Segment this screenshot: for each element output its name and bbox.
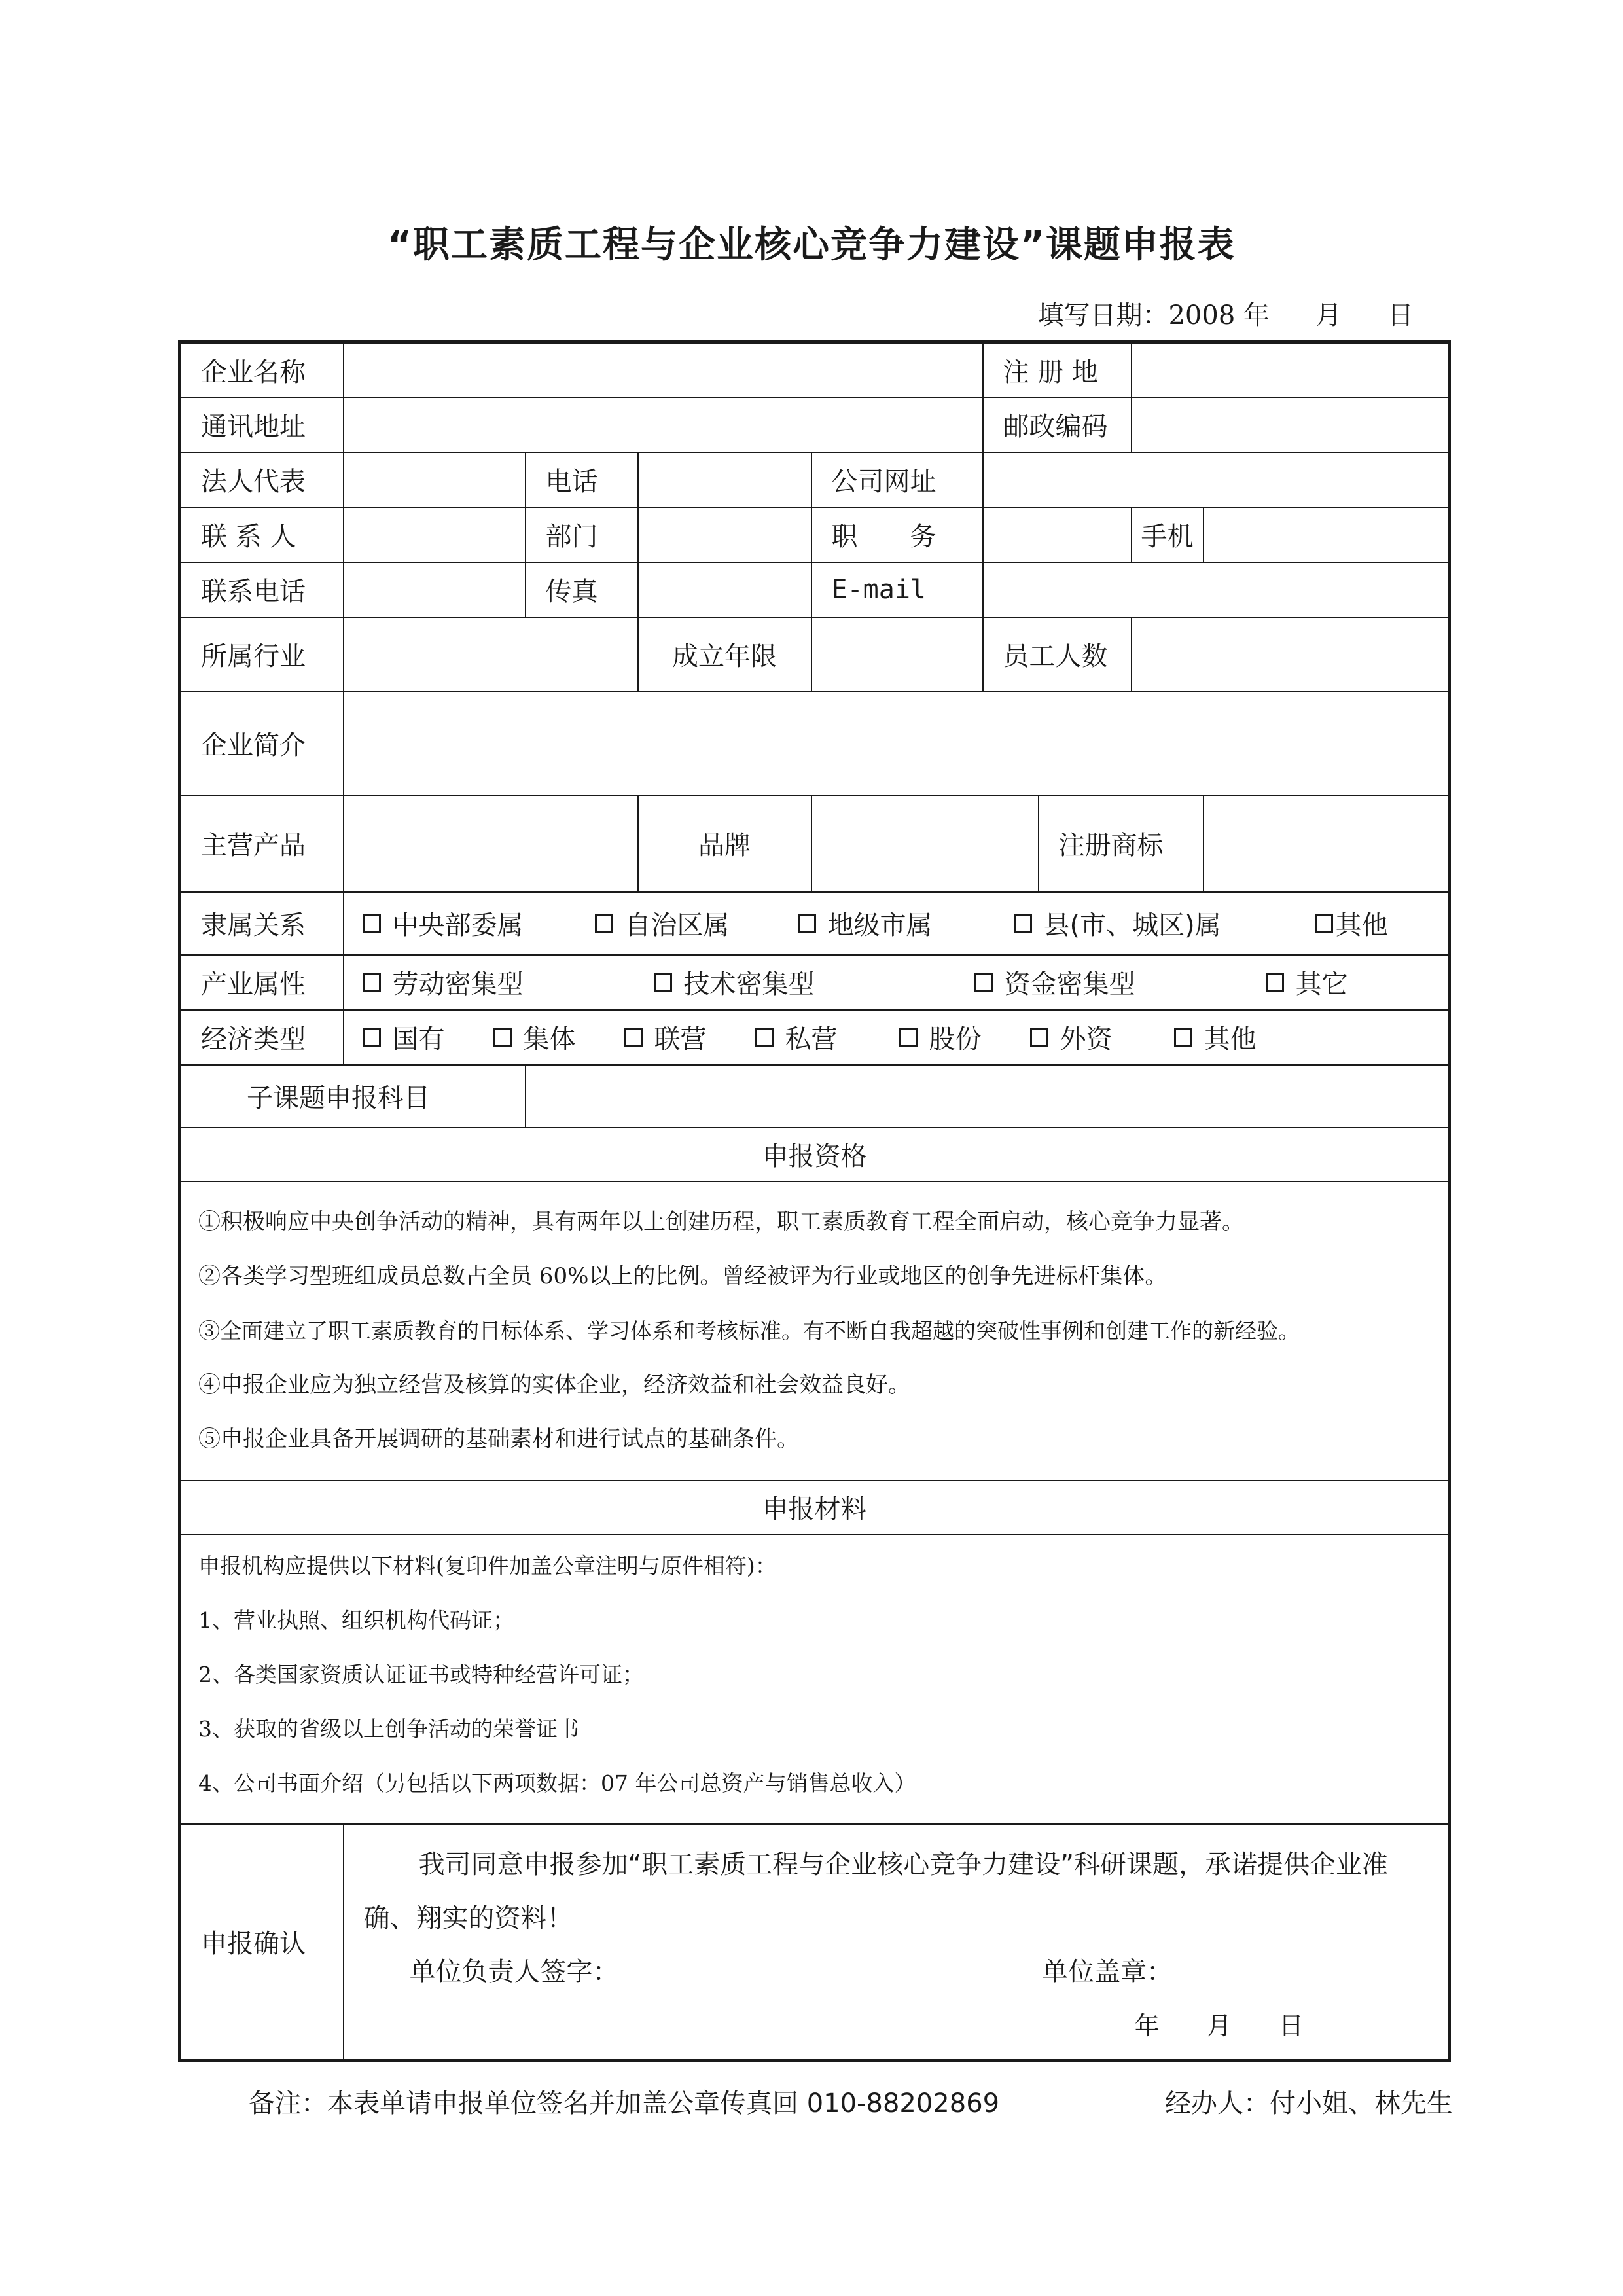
checkbox-icon[interactable] <box>798 914 816 933</box>
affiliation-options <box>344 892 1450 955</box>
department-field[interactable] <box>638 507 812 562</box>
contact-phone-field[interactable] <box>344 562 526 617</box>
footer <box>249 2083 1453 2120</box>
affiliation-option[interactable]: 地级市属 <box>798 905 1014 942</box>
qualification-item: ①积极响应中央创争活动的精神，具有两年以上创建历程，职工素质教育工程全面启动，核心竞争力显著。 <box>198 1208 1244 1235</box>
qualification-item: ③全面建立了职工素质教育的目标体系、学习体系和考核标准。有不断自我超越的突破性事例和创建工作的新经验。 <box>198 1318 1300 1344</box>
address-field[interactable] <box>344 397 983 452</box>
brand-label: 品牌 <box>638 795 812 892</box>
checkbox-icon[interactable] <box>1030 1028 1048 1047</box>
materials-item: 4、公司书面介绍（另包括以下两项数据：07 年公司总资产与销售总收入） <box>198 1770 916 1796</box>
years-label: 成立年限 <box>638 617 812 692</box>
confirmation-statement: 我司同意申报参加“职工素质工程与企业核心竞争力建设”科研课题，承诺提供企业准确、翔实的资料！ <box>363 1849 1388 1933</box>
materials-item: 3、获取的省级以上创争活动的荣誉证书 <box>198 1715 579 1742</box>
checkbox-icon[interactable] <box>1315 914 1333 933</box>
fill-date-month: 月 <box>1315 300 1342 331</box>
affiliation-label: 隶属关系 <box>180 892 344 955</box>
employees-field[interactable] <box>1132 617 1450 692</box>
postcode-label: 邮政编码 <box>983 397 1132 452</box>
products-label: 主营产品 <box>180 795 344 892</box>
products-field[interactable] <box>344 795 638 892</box>
qualification-item: ④申报企业应为独立经营及核算的实体企业，经济效益和社会效益良好。 <box>198 1371 910 1398</box>
checkbox-icon[interactable] <box>493 1028 512 1047</box>
trademark-field[interactable] <box>1204 795 1450 892</box>
industry-type-options <box>344 955 1450 1010</box>
checkbox-icon[interactable] <box>363 914 381 933</box>
trademark-label: 注册商标 <box>1039 795 1204 892</box>
fax-label: 传真 <box>526 562 638 617</box>
confirmation-date <box>364 1999 1435 2053</box>
confirmation-day: 日 <box>1278 2011 1304 2040</box>
economy-type-option[interactable]: 国有 <box>363 1018 493 1056</box>
profile-label: 企业简介 <box>180 692 344 795</box>
economy-type-option[interactable]: 集体 <box>493 1018 624 1056</box>
economy-type-option[interactable]: 联营 <box>624 1018 755 1056</box>
checkbox-icon[interactable] <box>899 1028 918 1047</box>
economy-type-options <box>344 1010 1450 1065</box>
legal-rep-label: 法人代表 <box>180 452 344 507</box>
seal-label: 单位盖章： <box>1042 1956 1173 1987</box>
postcode-field[interactable] <box>1132 397 1450 452</box>
position-field[interactable] <box>983 507 1132 562</box>
confirmation-month: 月 <box>1206 2011 1232 2040</box>
years-field[interactable] <box>812 617 983 692</box>
footer-handler: 经办人：付小姐、林先生 <box>1165 2089 1453 2119</box>
economy-type-option[interactable]: 外资 <box>1030 1018 1174 1056</box>
industry-type-option[interactable]: 技术密集型 <box>654 963 974 1001</box>
checkbox-icon[interactable] <box>755 1028 774 1047</box>
qualification-item: ②各类学习型班组成员总数占全员 60%以上的比例。曾经被评为行业或地区的创争先进标杆集体。 <box>198 1263 1168 1289</box>
fill-date-label: 填写日期：2008 年 <box>1037 300 1270 331</box>
checkbox-icon[interactable] <box>1266 973 1284 992</box>
economy-type-option[interactable]: 其他 <box>1174 1018 1257 1056</box>
phone-field[interactable] <box>638 452 812 507</box>
checkbox-icon[interactable] <box>974 973 993 992</box>
employees-label: 员工人数 <box>983 617 1132 692</box>
materials-item: 2、各类国家资质认证证书或特种经营许可证； <box>198 1661 644 1687</box>
qualification-list <box>180 1181 1450 1480</box>
company-name-label: 企业名称 <box>180 342 344 397</box>
brand-field[interactable] <box>812 795 1039 892</box>
economy-type-option[interactable]: 私营 <box>755 1018 899 1056</box>
signer-label: 单位负责人签字： <box>409 1956 619 1987</box>
profile-field[interactable] <box>344 692 1450 795</box>
department-label: 部门 <box>526 507 638 562</box>
company-name-field[interactable] <box>344 342 983 397</box>
form-title: “职工素质工程与企业核心竞争力建设”课题申报表 <box>387 224 1236 266</box>
application-form-table <box>178 340 1451 2062</box>
confirmation-sign-row <box>364 1945 1435 1999</box>
confirmation-year: 年 <box>1134 2011 1160 2040</box>
contact-field[interactable] <box>344 507 526 562</box>
affiliation-option[interactable]: 其他 <box>1315 905 1388 942</box>
industry-type-option[interactable]: 劳动密集型 <box>363 963 654 1001</box>
checkbox-icon[interactable] <box>595 914 613 933</box>
legal-rep-field[interactable] <box>344 452 526 507</box>
sub-topic-label: 子课题申报科目 <box>180 1065 526 1128</box>
checkbox-icon[interactable] <box>363 973 381 992</box>
address-label: 通讯地址 <box>180 397 344 452</box>
position-label: 职 务 <box>812 507 983 562</box>
checkbox-icon[interactable] <box>363 1028 381 1047</box>
economy-type-label: 经济类型 <box>180 1010 344 1065</box>
checkbox-icon[interactable] <box>1174 1028 1192 1047</box>
industry-label: 所属行业 <box>180 617 344 692</box>
industry-type-label: 产业属性 <box>180 955 344 1010</box>
industry-field[interactable] <box>344 617 638 692</box>
footer-note: 备注：本表单请申报单位签名并加盖公章传真回 010-88202869 <box>249 2089 1000 2119</box>
confirmation-content <box>344 1824 1450 2061</box>
industry-type-option[interactable]: 其它 <box>1266 963 1348 1001</box>
confirmation-label: 申报确认 <box>180 1824 344 2061</box>
website-label: 公司网址 <box>812 452 983 507</box>
checkbox-icon[interactable] <box>654 973 672 992</box>
materials-item: 1、营业执照、组织机构代码证； <box>198 1607 514 1633</box>
materials-list <box>180 1534 1450 1824</box>
sub-topic-field[interactable] <box>526 1065 1450 1128</box>
fax-field[interactable] <box>638 562 812 617</box>
fill-date-day: 日 <box>1387 300 1414 331</box>
contact-phone-label: 联系电话 <box>180 562 344 617</box>
checkbox-icon[interactable] <box>1014 914 1032 933</box>
website-field[interactable] <box>983 452 1450 507</box>
affiliation-option[interactable]: 县(市、城区)属 <box>1014 905 1315 942</box>
email-field[interactable] <box>983 562 1450 617</box>
phone-label: 电话 <box>526 452 638 507</box>
qualification-heading: 申报资格 <box>180 1128 1450 1181</box>
email-label: E-mail <box>812 562 983 617</box>
registered-place-label: 注 册 地 <box>983 342 1132 397</box>
materials-heading: 申报材料 <box>180 1480 1450 1534</box>
fill-date <box>1037 295 1414 332</box>
mobile-label: 手机 <box>1132 507 1204 562</box>
materials-item: 申报机构应提供以下材料(复印件加盖公章注明与原件相符)： <box>198 1552 777 1579</box>
qualification-item: ⑤申报企业具备开展调研的基础素材和进行试点的基础条件。 <box>198 1426 799 1452</box>
registered-place-field[interactable] <box>1132 342 1450 397</box>
checkbox-icon[interactable] <box>624 1028 643 1047</box>
affiliation-option[interactable]: 自治区属 <box>595 905 798 942</box>
contact-label: 联 系 人 <box>180 507 344 562</box>
economy-type-option[interactable]: 股份 <box>899 1018 1030 1056</box>
industry-type-option[interactable]: 资金密集型 <box>974 963 1266 1001</box>
affiliation-option[interactable]: 中央部委属 <box>363 905 595 942</box>
mobile-field[interactable] <box>1204 507 1450 562</box>
